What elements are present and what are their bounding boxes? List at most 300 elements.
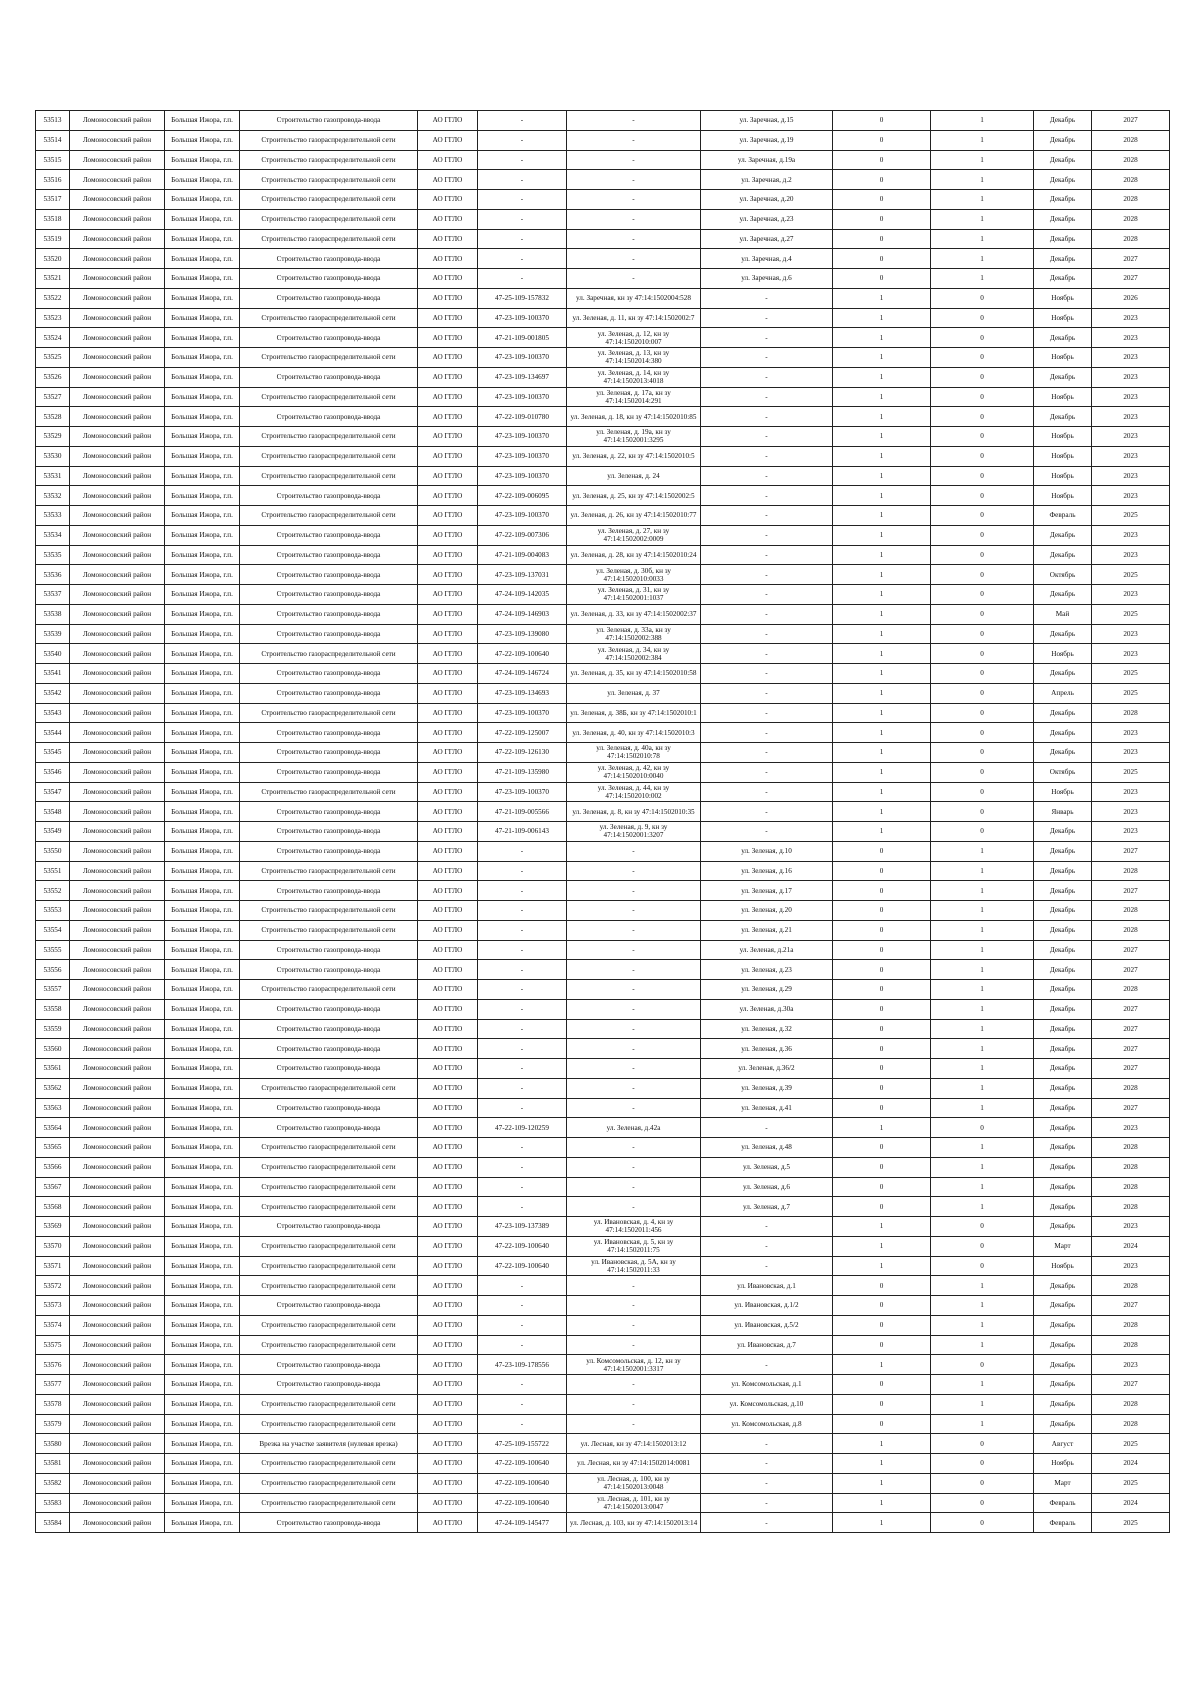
cell-cadastral-address: ул. Зеленая, д. 11, кн зу 47:14:1502002:7 (567, 308, 701, 328)
cell-address: - (701, 565, 833, 585)
cell-organization: АО ГГЛО (418, 1138, 478, 1158)
cell-count-a: 1 (833, 367, 931, 387)
cell-address: - (701, 466, 833, 486)
cell-record-id: 53580 (36, 1434, 70, 1454)
cell-settlement: Большая Ижора, г.п. (165, 1098, 240, 1118)
cell-district: Ломоносовский район (70, 1157, 165, 1177)
table-row (36, 269, 1170, 289)
cell-count-b: 0 (931, 486, 1034, 506)
cell-district: Ломоносовский район (70, 644, 165, 664)
cell-count-a: 1 (833, 1493, 931, 1513)
cell-district: Ломоносовский район (70, 506, 165, 526)
cell-cadastral-address: ул. Лесная, д. 101, кн зу 47:14:1502013:0047 (567, 1493, 701, 1513)
cell-work-type: Строительство газораспределительной сети (240, 1078, 418, 1098)
cell-year: 2028 (1092, 861, 1170, 881)
cell-settlement: Большая Ижора, г.п. (165, 1315, 240, 1335)
cell-month: Декабрь (1034, 1059, 1092, 1079)
cell-application-number: - (478, 249, 567, 269)
table-row (36, 111, 1170, 131)
cell-settlement: Большая Ижора, г.п. (165, 782, 240, 802)
cell-address: - (701, 585, 833, 605)
cell-cadastral-address: - (567, 841, 701, 861)
cell-year: 2025 (1092, 565, 1170, 585)
cell-record-id: 53576 (36, 1355, 70, 1375)
cell-count-b: 0 (931, 723, 1034, 743)
cell-cadastral-address: ул. Зеленая, д. 14, кн зу 47:14:1502013:4018 (567, 367, 701, 387)
cell-month: Февраль (1034, 506, 1092, 526)
cell-application-number: - (478, 269, 567, 289)
cell-count-b: 0 (931, 328, 1034, 348)
cell-work-type: Строительство газораспределительной сети (240, 506, 418, 526)
cell-district: Ломоносовский район (70, 407, 165, 427)
cell-count-b: 0 (931, 624, 1034, 644)
cell-count-b: 1 (931, 1078, 1034, 1098)
cell-year: 2028 (1092, 1177, 1170, 1197)
cell-count-a: 0 (833, 1197, 931, 1217)
cell-district: Ломоносовский район (70, 328, 165, 348)
cell-organization: АО ГГЛО (418, 782, 478, 802)
cell-record-id: 53537 (36, 585, 70, 605)
cell-settlement: Большая Ижора, г.п. (165, 1157, 240, 1177)
cell-settlement: Большая Ижора, г.п. (165, 683, 240, 703)
cell-cadastral-address: ул. Зеленая, д. 25, кн зу 47:14:1502002:5 (567, 486, 701, 506)
cell-application-number: 47-23-109-100370 (478, 782, 567, 802)
cell-district: Ломоносовский район (70, 387, 165, 407)
cell-settlement: Большая Ижора, г.п. (165, 604, 240, 624)
cell-record-id: 53551 (36, 861, 70, 881)
cell-work-type: Строительство газопровода-ввода (240, 999, 418, 1019)
cell-count-a: 0 (833, 229, 931, 249)
cell-settlement: Большая Ижора, г.п. (165, 1078, 240, 1098)
cell-count-a: 1 (833, 644, 931, 664)
cell-organization: АО ГГЛО (418, 111, 478, 131)
cell-count-b: 0 (931, 664, 1034, 684)
cell-cadastral-address: ул. Зеленая, д. 22, кн зу 47:14:1502010:5 (567, 446, 701, 466)
cell-count-b: 1 (931, 111, 1034, 131)
cell-district: Ломоносовский район (70, 841, 165, 861)
table-row (36, 328, 1170, 348)
cell-organization: АО ГГЛО (418, 1039, 478, 1059)
table-row (36, 1197, 1170, 1217)
cell-month: Февраль (1034, 1493, 1092, 1513)
cell-application-number: - (478, 1414, 567, 1434)
cell-application-number: - (478, 920, 567, 940)
cell-work-type: Врезка на участке заявителя (нулевая врезка) (240, 1434, 418, 1454)
table-body (36, 111, 1170, 1533)
cell-work-type: Строительство газопровода-ввода (240, 604, 418, 624)
cell-settlement: Большая Ижора, г.п. (165, 881, 240, 901)
cell-count-a: 1 (833, 1236, 931, 1256)
cell-settlement: Большая Ижора, г.п. (165, 387, 240, 407)
cell-district: Ломоносовский район (70, 1315, 165, 1335)
cell-year: 2023 (1092, 466, 1170, 486)
cell-record-id: 53578 (36, 1394, 70, 1414)
cell-organization: АО ГГЛО (418, 427, 478, 447)
cell-work-type: Строительство газопровода-ввода (240, 1019, 418, 1039)
cell-work-type: Строительство газораспределительной сети (240, 980, 418, 1000)
cell-organization: АО ГГЛО (418, 1118, 478, 1138)
cell-count-b: 1 (931, 130, 1034, 150)
cell-application-number: - (478, 1098, 567, 1118)
cell-month: Декабрь (1034, 1078, 1092, 1098)
cell-district: Ломоносовский район (70, 209, 165, 229)
table-row (36, 1059, 1170, 1079)
cell-count-a: 1 (833, 486, 931, 506)
cell-count-b: 0 (931, 427, 1034, 447)
cell-settlement: Большая Ижора, г.п. (165, 585, 240, 605)
cell-work-type: Строительство газопровода-ввода (240, 723, 418, 743)
cell-year: 2023 (1092, 486, 1170, 506)
cell-month: Декабрь (1034, 1296, 1092, 1316)
cell-month: Декабрь (1034, 841, 1092, 861)
cell-work-type: Строительство газопровода-ввода (240, 111, 418, 131)
cell-organization: АО ГГЛО (418, 1394, 478, 1414)
cell-cadastral-address: ул. Зеленая, д. 34, кн зу 47:14:1502002:384 (567, 644, 701, 664)
cell-organization: АО ГГЛО (418, 249, 478, 269)
cell-address: ул. Зеленая, д.6 (701, 1177, 833, 1197)
cell-application-number: - (478, 1375, 567, 1395)
cell-count-a: 1 (833, 1454, 931, 1474)
cell-month: Декабрь (1034, 585, 1092, 605)
cell-year: 2023 (1092, 723, 1170, 743)
cell-settlement: Большая Ижора, г.п. (165, 170, 240, 190)
cell-month: Ноябрь (1034, 308, 1092, 328)
cell-work-type: Строительство газопровода-ввода (240, 940, 418, 960)
cell-year: 2027 (1092, 1296, 1170, 1316)
cell-month: Декабрь (1034, 1217, 1092, 1237)
cell-count-a: 1 (833, 1513, 931, 1533)
cell-record-id: 53546 (36, 762, 70, 782)
cell-month: Декабрь (1034, 624, 1092, 644)
cell-organization: АО ГГЛО (418, 1335, 478, 1355)
cell-application-number: 47-23-109-134697 (478, 367, 567, 387)
cell-application-number: 47-21-109-135980 (478, 762, 567, 782)
cell-record-id: 53527 (36, 387, 70, 407)
cell-organization: АО ГГЛО (418, 1276, 478, 1296)
cell-month: Апрель (1034, 683, 1092, 703)
cell-year: 2027 (1092, 1019, 1170, 1039)
cell-cadastral-address: - (567, 111, 701, 131)
cell-settlement: Большая Ижора, г.п. (165, 802, 240, 822)
cell-district: Ломоносовский район (70, 1414, 165, 1434)
cell-record-id: 53522 (36, 288, 70, 308)
cell-settlement: Большая Ижора, г.п. (165, 1236, 240, 1256)
cell-application-number: 47-22-109-100640 (478, 644, 567, 664)
cell-count-a: 0 (833, 1098, 931, 1118)
cell-year: 2028 (1092, 1335, 1170, 1355)
cell-organization: АО ГГЛО (418, 1217, 478, 1237)
cell-settlement: Большая Ижора, г.п. (165, 525, 240, 545)
cell-cadastral-address: ул. Лесная, кн зу 47:14:1502013:12 (567, 1434, 701, 1454)
cell-count-b: 0 (931, 545, 1034, 565)
cell-year: 2028 (1092, 190, 1170, 210)
cell-address: - (701, 506, 833, 526)
cell-count-a: 0 (833, 940, 931, 960)
cell-record-id: 53555 (36, 940, 70, 960)
cell-record-id: 53547 (36, 782, 70, 802)
cell-settlement: Большая Ижора, г.п. (165, 723, 240, 743)
cell-organization: АО ГГЛО (418, 130, 478, 150)
cell-month: Декабрь (1034, 1375, 1092, 1395)
cell-address: ул. Зеленая, д.7 (701, 1197, 833, 1217)
cell-application-number: - (478, 901, 567, 921)
cell-organization: АО ГГЛО (418, 407, 478, 427)
cell-record-id: 53530 (36, 446, 70, 466)
cell-district: Ломоносовский район (70, 427, 165, 447)
cell-count-a: 0 (833, 150, 931, 170)
cell-work-type: Строительство газораспределительной сети (240, 1473, 418, 1493)
cell-count-b: 1 (931, 1157, 1034, 1177)
cell-address: - (701, 762, 833, 782)
cell-address: - (701, 723, 833, 743)
cell-application-number: - (478, 960, 567, 980)
cell-cadastral-address: ул. Зеленая, д. 38Б, кн зу 47:14:1502010:1 (567, 703, 701, 723)
cell-count-a: 1 (833, 407, 931, 427)
cell-month: Декабрь (1034, 920, 1092, 940)
cell-address: ул. Заречная, д.19а (701, 150, 833, 170)
cell-record-id: 53572 (36, 1276, 70, 1296)
cell-month: Декабрь (1034, 269, 1092, 289)
cell-count-a: 0 (833, 1375, 931, 1395)
cell-settlement: Большая Ижора, г.п. (165, 1019, 240, 1039)
cell-month: Декабрь (1034, 407, 1092, 427)
cell-district: Ломоносовский район (70, 1098, 165, 1118)
cell-month: Декабрь (1034, 999, 1092, 1019)
cell-application-number: - (478, 1394, 567, 1414)
cell-month: Декабрь (1034, 861, 1092, 881)
cell-record-id: 53558 (36, 999, 70, 1019)
cell-application-number: 47-22-109-125007 (478, 723, 567, 743)
cell-month: Декабрь (1034, 249, 1092, 269)
cell-record-id: 53560 (36, 1039, 70, 1059)
cell-record-id: 53532 (36, 486, 70, 506)
cell-month: Ноябрь (1034, 1454, 1092, 1474)
cell-address: - (701, 486, 833, 506)
table-row (36, 604, 1170, 624)
cell-cadastral-address: ул. Комсомольская, д. 12, кн зу 47:14:1502001:3317 (567, 1355, 701, 1375)
cell-year: 2023 (1092, 624, 1170, 644)
cell-count-b: 0 (931, 387, 1034, 407)
cell-district: Ломоносовский район (70, 565, 165, 585)
cell-count-b: 1 (931, 209, 1034, 229)
cell-district: Ломоносовский район (70, 1355, 165, 1375)
cell-work-type: Строительство газораспределительной сети (240, 920, 418, 940)
cell-count-a: 0 (833, 861, 931, 881)
cell-cadastral-address: - (567, 960, 701, 980)
table-row (36, 1493, 1170, 1513)
cell-count-a: 1 (833, 288, 931, 308)
cell-work-type: Строительство газопровода-ввода (240, 1059, 418, 1079)
cell-count-b: 0 (931, 1493, 1034, 1513)
cell-address: ул. Зеленая, д.21 (701, 920, 833, 940)
cell-work-type: Строительство газопровода-ввода (240, 525, 418, 545)
cell-address: ул. Зеленая, д.32 (701, 1019, 833, 1039)
table-row (36, 209, 1170, 229)
cell-year: 2023 (1092, 822, 1170, 842)
cell-address: - (701, 1118, 833, 1138)
cell-settlement: Большая Ижора, г.п. (165, 1059, 240, 1079)
cell-year: 2027 (1092, 1039, 1170, 1059)
cell-work-type: Строительство газораспределительной сети (240, 1394, 418, 1414)
cell-application-number: 47-22-109-126130 (478, 743, 567, 763)
table-row (36, 1138, 1170, 1158)
cell-count-a: 0 (833, 1394, 931, 1414)
cell-cadastral-address: - (567, 1335, 701, 1355)
cell-settlement: Большая Ижора, г.п. (165, 328, 240, 348)
cell-month: Декабрь (1034, 545, 1092, 565)
cell-settlement: Большая Ижора, г.п. (165, 348, 240, 368)
cell-month: Декабрь (1034, 150, 1092, 170)
cell-settlement: Большая Ижора, г.п. (165, 1414, 240, 1434)
cell-application-number: 47-24-109-146903 (478, 604, 567, 624)
cell-count-b: 0 (931, 367, 1034, 387)
cell-count-b: 1 (931, 170, 1034, 190)
cell-count-b: 1 (931, 1098, 1034, 1118)
cell-work-type: Строительство газопровода-ввода (240, 1039, 418, 1059)
table-row (36, 1118, 1170, 1138)
cell-count-a: 1 (833, 743, 931, 763)
table-row (36, 703, 1170, 723)
cell-settlement: Большая Ижора, г.п. (165, 980, 240, 1000)
cell-work-type: Строительство газопровода-ввода (240, 1217, 418, 1237)
cell-cadastral-address: - (567, 1059, 701, 1079)
cell-month: Декабрь (1034, 1394, 1092, 1414)
cell-count-b: 1 (931, 190, 1034, 210)
cell-year: 2025 (1092, 762, 1170, 782)
cell-month: Декабрь (1034, 901, 1092, 921)
cell-cadastral-address: ул. Лесная, д. 100, кн зу 47:14:1502013:0048 (567, 1473, 701, 1493)
cell-application-number: - (478, 170, 567, 190)
cell-settlement: Большая Ижора, г.п. (165, 249, 240, 269)
cell-count-b: 1 (931, 1138, 1034, 1158)
cell-cadastral-address: - (567, 940, 701, 960)
cell-month: Декабрь (1034, 1138, 1092, 1158)
cell-cadastral-address: - (567, 1375, 701, 1395)
cell-settlement: Большая Ижора, г.п. (165, 1197, 240, 1217)
cell-count-b: 1 (931, 1019, 1034, 1039)
cell-settlement: Большая Ижора, г.п. (165, 1355, 240, 1375)
table-row (36, 723, 1170, 743)
cell-work-type: Строительство газораспределительной сети (240, 1236, 418, 1256)
cell-address: ул. Комсомольская, д.8 (701, 1414, 833, 1434)
cell-record-id: 53518 (36, 209, 70, 229)
cell-organization: АО ГГЛО (418, 604, 478, 624)
cell-settlement: Большая Ижора, г.п. (165, 960, 240, 980)
cell-district: Ломоносовский район (70, 960, 165, 980)
cell-month: Декабрь (1034, 664, 1092, 684)
cell-district: Ломоносовский район (70, 367, 165, 387)
cell-organization: АО ГГЛО (418, 901, 478, 921)
cell-address: - (701, 525, 833, 545)
cell-application-number: 47-23-109-178556 (478, 1355, 567, 1375)
cell-year: 2026 (1092, 288, 1170, 308)
cell-address: - (701, 604, 833, 624)
table-row (36, 644, 1170, 664)
cell-record-id: 53536 (36, 565, 70, 585)
cell-address: - (701, 288, 833, 308)
cell-year: 2028 (1092, 130, 1170, 150)
cell-year: 2027 (1092, 960, 1170, 980)
cell-work-type: Строительство газораспределительной сети (240, 703, 418, 723)
table-row (36, 1454, 1170, 1474)
cell-settlement: Большая Ижора, г.п. (165, 1454, 240, 1474)
cell-organization: АО ГГЛО (418, 387, 478, 407)
table-row (36, 743, 1170, 763)
cell-count-b: 1 (931, 1059, 1034, 1079)
cell-month: Март (1034, 1236, 1092, 1256)
cell-record-id: 53579 (36, 1414, 70, 1434)
cell-count-b: 1 (931, 1276, 1034, 1296)
cell-application-number: - (478, 1039, 567, 1059)
cell-month: Декабрь (1034, 367, 1092, 387)
cell-application-number: 47-23-109-100370 (478, 427, 567, 447)
cell-cadastral-address: ул. Зеленая, д. 31, кн зу 47:14:1502001:1037 (567, 585, 701, 605)
cell-district: Ломоносовский район (70, 1256, 165, 1276)
table-row (36, 486, 1170, 506)
cell-record-id: 53542 (36, 683, 70, 703)
cell-settlement: Большая Ижора, г.п. (165, 644, 240, 664)
cell-count-a: 1 (833, 506, 931, 526)
table-row (36, 1513, 1170, 1533)
cell-address: - (701, 446, 833, 466)
cell-settlement: Большая Ижора, г.п. (165, 920, 240, 940)
cell-cadastral-address: ул. Зеленая, д. 33, кн зу 47:14:1502002:37 (567, 604, 701, 624)
cell-address: - (701, 308, 833, 328)
cell-district: Ломоносовский район (70, 170, 165, 190)
table-row (36, 762, 1170, 782)
table-row (36, 1355, 1170, 1375)
cell-year: 2025 (1092, 683, 1170, 703)
cell-application-number: 47-23-109-100370 (478, 308, 567, 328)
cell-record-id: 53577 (36, 1375, 70, 1395)
cell-count-a: 1 (833, 308, 931, 328)
cell-application-number: 47-23-109-100370 (478, 466, 567, 486)
cell-work-type: Строительство газопровода-ввода (240, 328, 418, 348)
cell-application-number: - (478, 229, 567, 249)
cell-cadastral-address: ул. Зеленая, д. 26, кн зу 47:14:1502010:77 (567, 506, 701, 526)
cell-count-a: 0 (833, 1177, 931, 1197)
cell-cadastral-address: - (567, 1078, 701, 1098)
cell-cadastral-address: ул. Зеленая, д. 9, кн зу 47:14:1502001:3207 (567, 822, 701, 842)
cell-address: ул. Зеленая, д.5 (701, 1157, 833, 1177)
cell-application-number: - (478, 1078, 567, 1098)
cell-year: 2023 (1092, 1256, 1170, 1276)
cell-address: ул. Зеленая, д.48 (701, 1138, 833, 1158)
cell-count-a: 0 (833, 1335, 931, 1355)
cell-district: Ломоносовский район (70, 723, 165, 743)
cell-count-b: 0 (931, 525, 1034, 545)
cell-organization: АО ГГЛО (418, 565, 478, 585)
cell-year: 2027 (1092, 881, 1170, 901)
cell-organization: АО ГГЛО (418, 190, 478, 210)
cell-work-type: Строительство газопровода-ввода (240, 367, 418, 387)
table-row (36, 407, 1170, 427)
cell-settlement: Большая Ижора, г.п. (165, 1039, 240, 1059)
table-row (36, 229, 1170, 249)
cell-month: Декабрь (1034, 940, 1092, 960)
cell-work-type: Строительство газопровода-ввода (240, 249, 418, 269)
cell-work-type: Строительство газораспределительной сети (240, 387, 418, 407)
cell-application-number: 47-23-109-100370 (478, 387, 567, 407)
cell-record-id: 53553 (36, 901, 70, 921)
cell-address: - (701, 407, 833, 427)
table-row (36, 881, 1170, 901)
cell-year: 2023 (1092, 446, 1170, 466)
cell-count-b: 0 (931, 683, 1034, 703)
cell-district: Ломоносовский район (70, 1138, 165, 1158)
cell-month: Декабрь (1034, 328, 1092, 348)
cell-address: - (701, 387, 833, 407)
